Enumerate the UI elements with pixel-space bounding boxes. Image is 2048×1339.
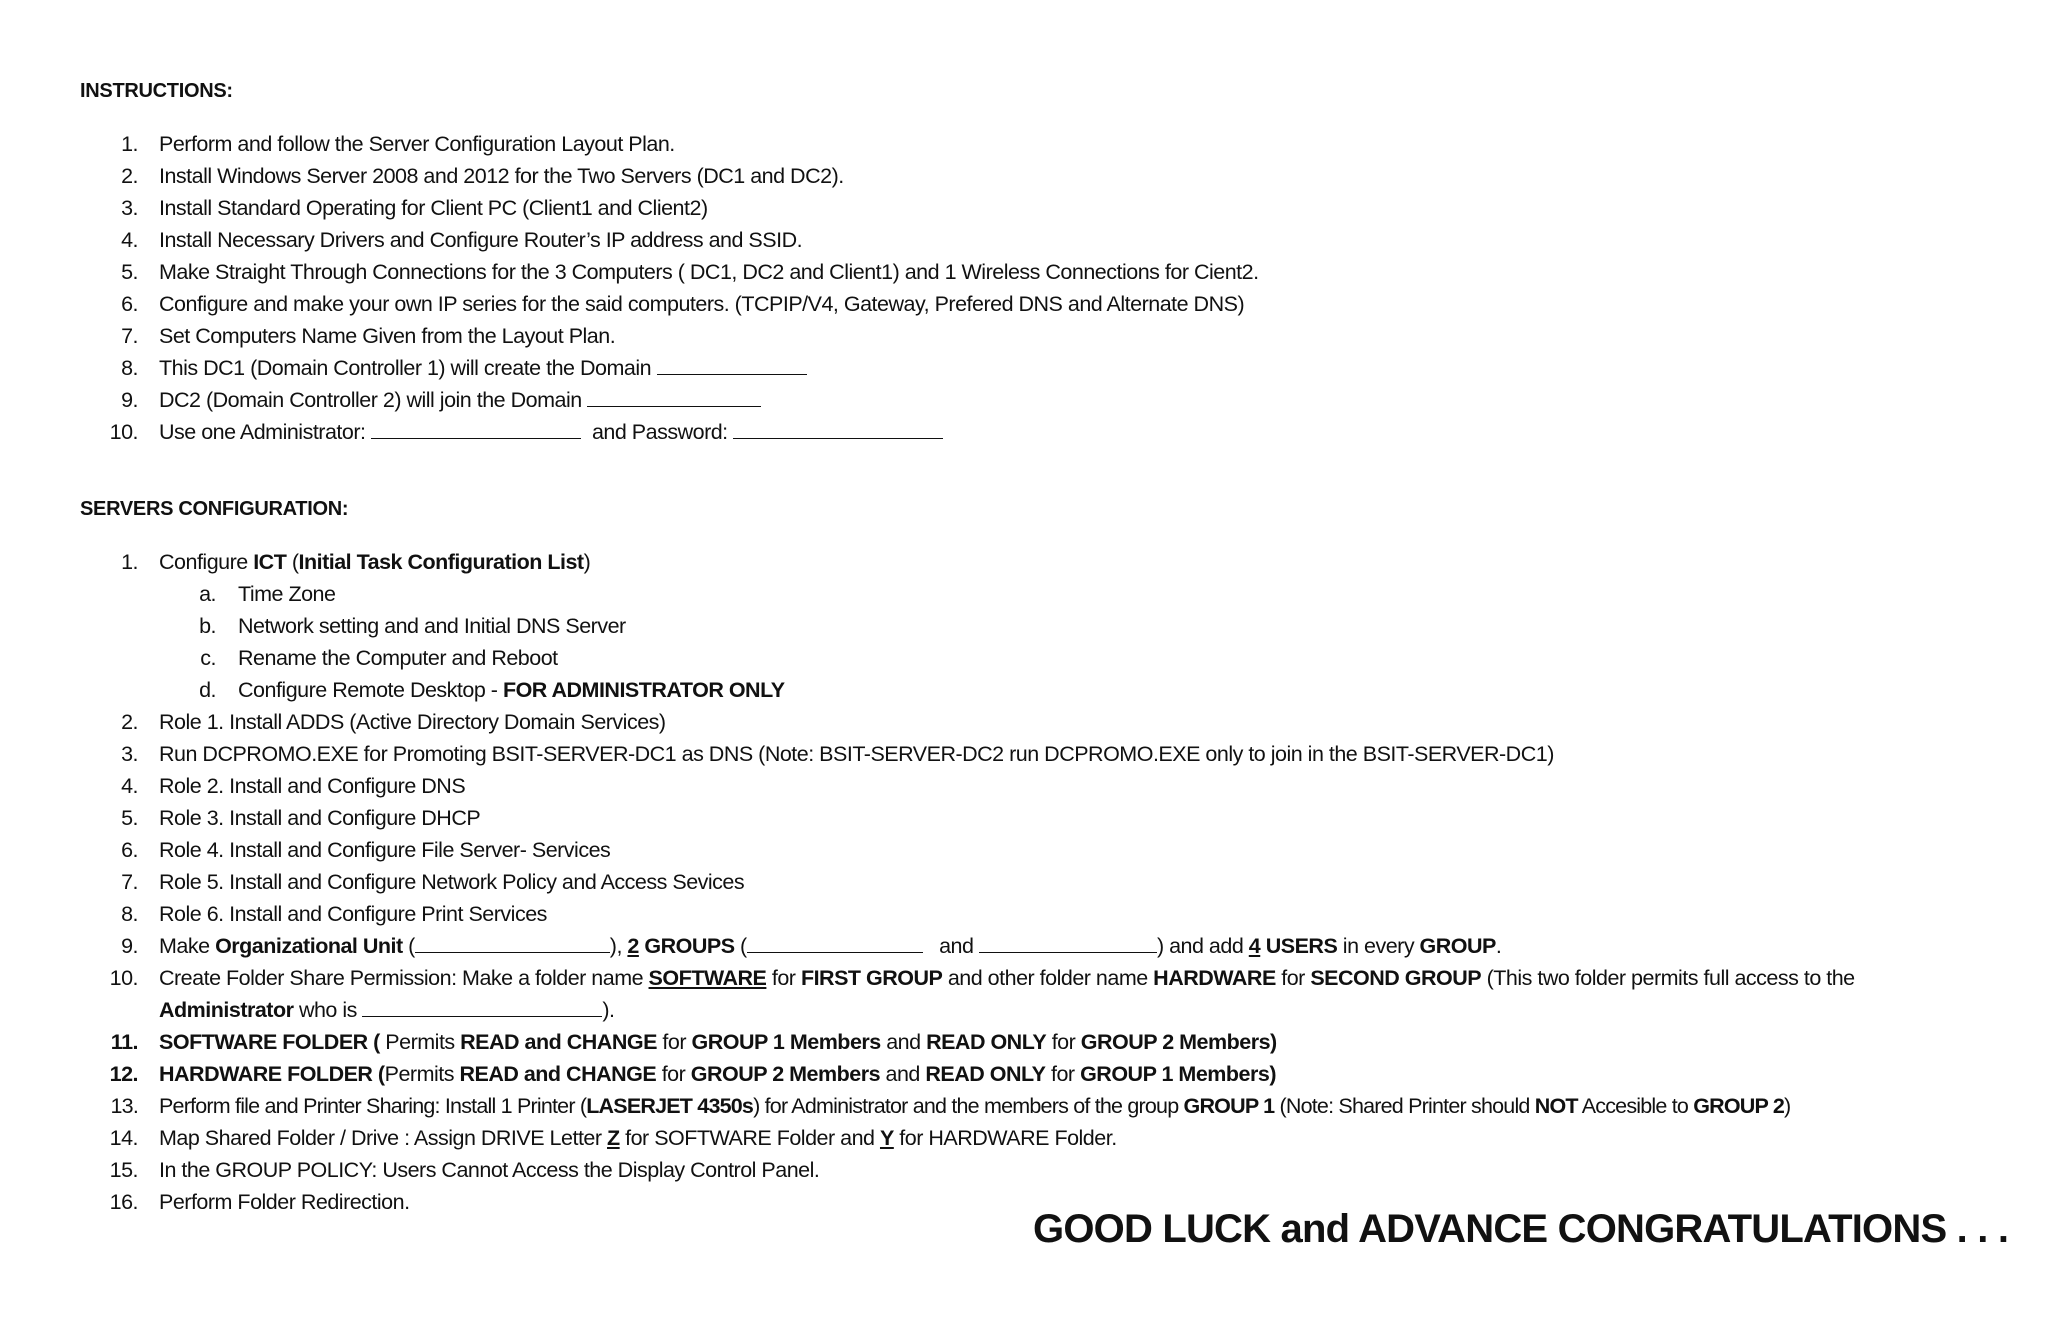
list-item: 2. Role 1. Install ADDS (Active Directory Domain Services): [121, 710, 666, 734]
list-item: 6. Configure and make your own IP series for the said computers. (TCPIP/V4, Gateway, Prefered DNS and Alternate DNS): [121, 292, 1245, 316]
sub-list-item: d. Configure Remote Desktop - FOR ADMINISTRATOR ONLY: [199, 678, 785, 702]
instructions-list: [0, 128, 2048, 448]
sub-list-item: b. Network setting and and Initial DNS Server: [199, 614, 626, 638]
list-item: 3. Install Standard Operating for Client PC (Client1 and Client2): [121, 196, 708, 220]
servers-list: [0, 546, 2048, 1218]
domain-blank: [657, 356, 807, 375]
administrator-name-blank: [362, 998, 602, 1017]
servers-heading: SERVERS CONFIGURATION:: [80, 498, 349, 520]
list-item: 5. Make Straight Through Connections for the 3 Computers ( DC1, DC2 and Client1) and 1 Wireless Connections for Cient2.: [121, 260, 1259, 284]
list-item: 3. Run DCPROMO.EXE for Promoting BSIT-SERVER-DC1 as DNS (Note: BSIT-SERVER-DC2 run DCPROMO.EXE only to join in the BSIT-SERVER-DC1): [121, 742, 1554, 766]
instructions-heading: INSTRUCTIONS:: [80, 80, 233, 102]
list-item: 1. Perform and follow the Server Configuration Layout Plan.: [121, 132, 675, 156]
list-item: 15. In the GROUP POLICY: Users Cannot Access the Display Control Panel.: [109, 1158, 820, 1182]
join-domain-blank: [587, 388, 761, 407]
administrator-blank: [371, 420, 581, 439]
list-item: 5. Role 3. Install and Configure DHCP: [121, 806, 481, 830]
list-item: 2. Install Windows Server 2008 and 2012 for the Two Servers (DC1 and DC2).: [121, 164, 844, 188]
group2-blank: [979, 934, 1157, 953]
ou-blank: [415, 934, 610, 953]
list-item: 10. Create Folder Share Permission: Make a folder name SOFTWARE for FIRST GROUP and other folder name HARDWARE for SECOND GROUP (This two folder permits full access to the: [109, 966, 1855, 990]
list-item: 4. Role 2. Install and Configure DNS: [121, 774, 466, 798]
list-item: 9. Make Organizational Unit ( ), 2 GROUPS ( and ) and add 4 USERS in every GROUP.: [121, 934, 1502, 958]
sub-list-item: c. Rename the Computer and Reboot: [200, 646, 558, 670]
list-item: 9. DC2 (Domain Controller 2) will join the Domain: [0, 384, 2048, 416]
list-item: 14. Map Shared Folder / Drive : Assign DRIVE Letter Z for SOFTWARE Folder and Y for HARDWARE Folder.: [109, 1126, 1117, 1150]
list-item: 10. Use one Administrator: and Password:: [0, 416, 2048, 448]
list-item: 1. Configure ICT (Initial Task Configuration List): [121, 550, 591, 574]
list-item: 16. Perform Folder Redirection.: [109, 1190, 410, 1214]
list-item-continuation: Administrator who is ).: [159, 998, 615, 1022]
password-blank: [733, 420, 943, 439]
list-item: 8. This DC1 (Domain Controller 1) will create the Domain: [0, 352, 2048, 384]
list-item: 7. Role 5. Install and Configure Network Policy and Access Sevices: [121, 870, 745, 894]
list-item: 7. Set Computers Name Given from the Layout Plan.: [121, 324, 616, 348]
group1-blank: [747, 934, 923, 953]
list-item: 8. Role 6. Install and Configure Print Services: [121, 902, 547, 926]
list-item: 11. SOFTWARE FOLDER ( Permits READ and CHANGE for GROUP 1 Members and READ ONLY for GROUP 2 Members): [110, 1030, 1277, 1054]
list-item: 13. Perform file and Printer Sharing: Install 1 Printer (LASERJET 4350s) for Administrator and the members of the group GROUP 1 (Note: Shared Printer should NOT Accesible to GROUP 2): [110, 1094, 1791, 1118]
closing-message: GOOD LUCK and ADVANCE CONGRATULATIONS . . .: [1033, 1207, 2009, 1251]
list-item: 6. Role 4. Install and Configure File Server- Services: [121, 838, 611, 862]
list-item: 4. Install Necessary Drivers and Configure Router’s IP address and SSID.: [121, 228, 803, 252]
sub-list-item: a. Time Zone: [199, 582, 336, 606]
list-item: 12. HARDWARE FOLDER (Permits READ and CHANGE for GROUP 2 Members and READ ONLY for GROUP 1 Members): [109, 1062, 1276, 1086]
